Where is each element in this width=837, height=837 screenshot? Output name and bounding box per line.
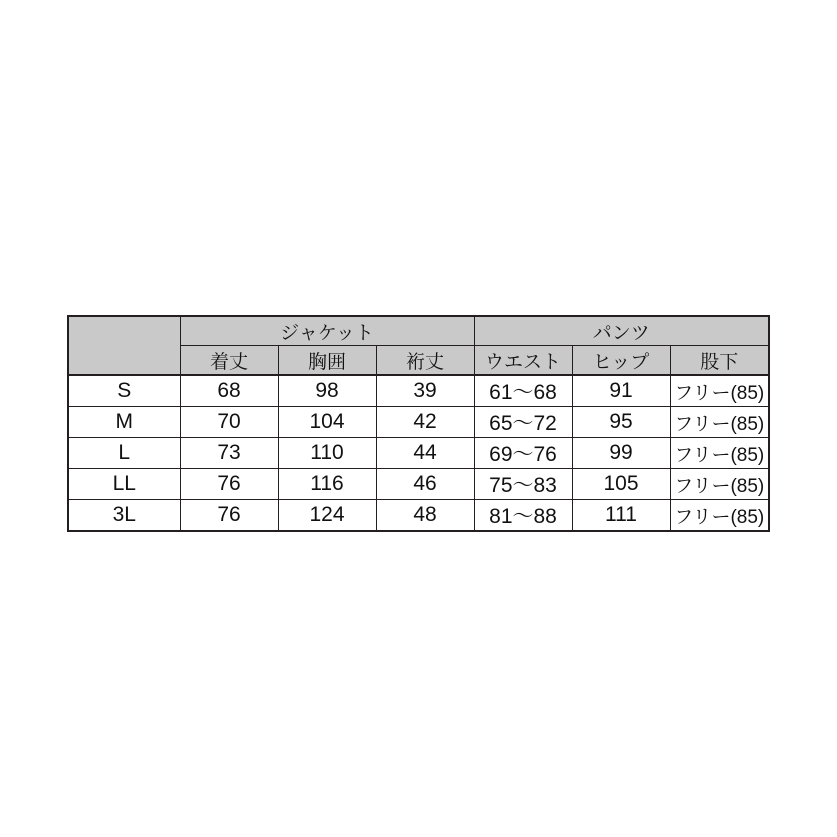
value-cell: 42 (376, 407, 474, 438)
value-cell: 76 (180, 469, 278, 500)
value-cell: 99 (572, 438, 670, 469)
size-chart-table (67, 315, 770, 532)
value-cell: 44 (376, 438, 474, 469)
value-cell: 105 (572, 469, 670, 500)
size-label: M (68, 407, 180, 438)
value-cell: 110 (278, 438, 376, 469)
value-cell: 95 (572, 407, 670, 438)
value-cell: 70 (180, 407, 278, 438)
table-row-s (68, 375, 769, 407)
group-header-row (68, 316, 769, 346)
table-row-3l (68, 500, 769, 532)
value-cell: フリー(85) (670, 469, 769, 500)
value-cell: 91 (572, 375, 670, 407)
value-cell: 104 (278, 407, 376, 438)
column-header-hip: ヒップ (572, 346, 670, 376)
table-row-m (68, 407, 769, 438)
column-header-waist: ウエスト (474, 346, 572, 376)
value-cell: 68 (180, 375, 278, 407)
size-label: LL (68, 469, 180, 500)
table-row-ll (68, 469, 769, 500)
value-cell: 73 (180, 438, 278, 469)
value-cell: 61〜68 (474, 375, 572, 407)
size-label: 3L (68, 500, 180, 532)
group-header-jacket: ジャケット (180, 316, 474, 346)
value-cell: 75〜83 (474, 469, 572, 500)
value-cell: 46 (376, 469, 474, 500)
value-cell: 69〜76 (474, 438, 572, 469)
value-cell: 76 (180, 500, 278, 532)
value-cell: 65〜72 (474, 407, 572, 438)
value-cell: フリー(85) (670, 438, 769, 469)
value-cell: 48 (376, 500, 474, 532)
value-cell: フリー(85) (670, 407, 769, 438)
value-cell: 116 (278, 469, 376, 500)
size-label: L (68, 438, 180, 469)
corner-cell (68, 316, 180, 375)
group-header-pants: パンツ (474, 316, 769, 346)
value-cell: フリー(85) (670, 375, 769, 407)
value-cell: 111 (572, 500, 670, 532)
value-cell: 98 (278, 375, 376, 407)
value-cell: 39 (376, 375, 474, 407)
column-header-body-length: 着丈 (180, 346, 278, 376)
column-header-chest: 胸囲 (278, 346, 376, 376)
table-row-l (68, 438, 769, 469)
value-cell: 81〜88 (474, 500, 572, 532)
column-header-inseam: 股下 (670, 346, 769, 376)
size-label: S (68, 375, 180, 407)
column-header-sleeve: 裄丈 (376, 346, 474, 376)
value-cell: 124 (278, 500, 376, 532)
value-cell: フリー(85) (670, 500, 769, 532)
